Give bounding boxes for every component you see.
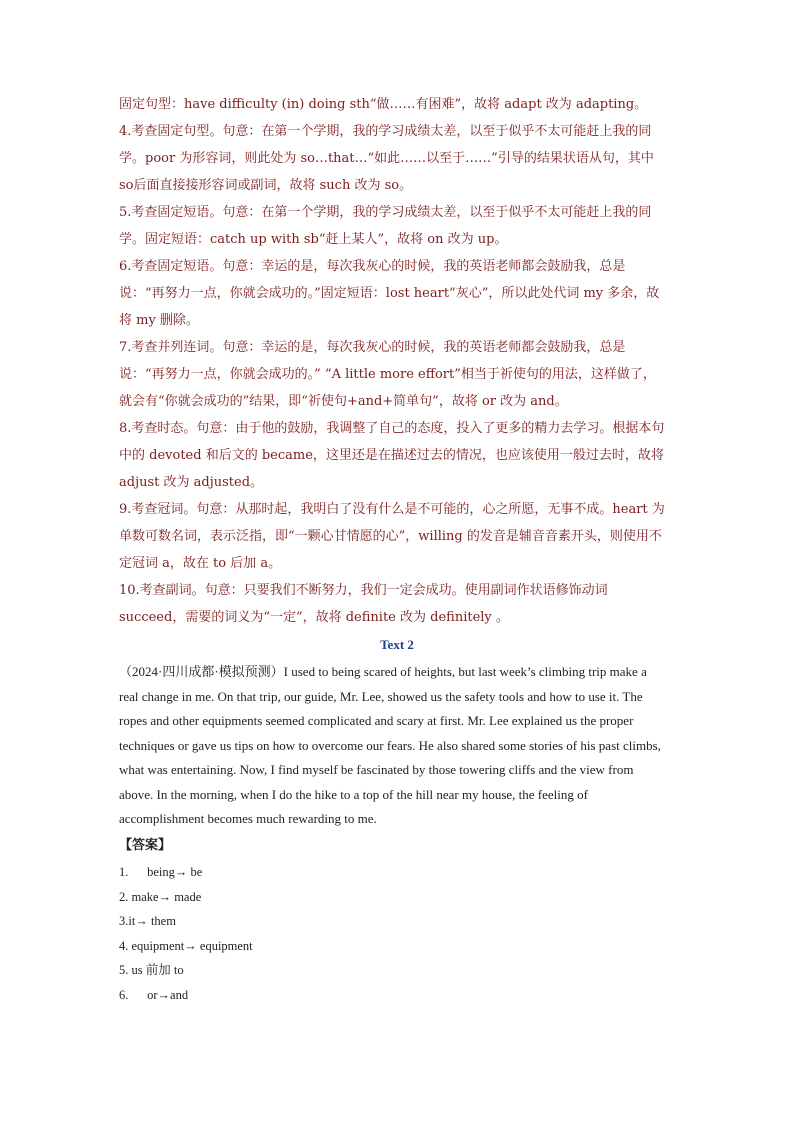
- answer-item-2: 2. make→ made: [119, 889, 202, 904]
- explanation-block: [119, 91, 667, 631]
- explanation-7: 7.考查并列连词。句意：幸运的是，每次我灰心的时候，我的英语老师都会鼓励我，总是说：“再努力一点，你就会成功的。” “A little more effort”相当于祈使句的用法，这样做了，就会有“你就会成功的”结果，即“祈使句+and+简单句”，故将 or 改为 and。: [119, 340, 656, 409]
- answer-item-5: 5. us 前加 to: [119, 963, 184, 978]
- section-title: Text 2: [380, 637, 414, 652]
- answer-item-4: 4. equipment→ equipment: [119, 938, 253, 953]
- explanation-6: 6.考查固定短语。句意：幸运的是，每次我灰心的时候，我的英语老师都会鼓励我，总是说：“再努力一点，你就会成功的。”固定短语：lost heart“灰心”，所以此处代词 my 多余，故将 my 删除。: [119, 259, 660, 328]
- answer-item-1: 1. being→ be: [119, 865, 203, 879]
- explanation-9: 9.考查冠词。句意：从那时起，我明白了没有什么是不可能的，心之所愿，无事不成。heart 为单数可数名词，表示泛指，即“一颗心甘情愿的心”，willing 的发音是辅音音素开头，则使用不定冠词 a，故在 to 后加 a。: [119, 502, 665, 571]
- answer-list: [119, 860, 253, 1008]
- passage-text: （2024·四川成都·模拟预测）I used to being scared of heights, but last week’s climbing trip make a real change in me. On that trip, our guide, Mr. Lee, showed us the safety tools and how to use it. The ropes and other equipments seemed complicated and scary at first. Mr. Lee explained us the proper techniques or gave us tips on how to overcome our fears. He also shared some stories of his past climbs, what was entertaining. Now, I find myself be fascinated by those towering cliffs and the view from above. In the morning, when I do the hike to a top of the hill near my house, the feeling of accomplishment becomes much rewarding to me.: [119, 664, 661, 826]
- explanation-10: 10.考查副词。句意：只要我们不断努力，我们一定会成功。使用副词作状语修饰动词 succeed，需要的词义为“一定”，故将 definite 改为 definitely 。: [119, 583, 608, 625]
- answer-item-3: 3.it→ them: [119, 914, 176, 929]
- explanation-8: 8.考查时态。句意：由于他的鼓励，我调整了自己的态度，投入了更多的精力去学习。根据本句中的 devoted 和后文的 became，这里还是在描述过去的情况，也应该使用一般过去时，故将 adjust 改为 adjusted。: [119, 421, 665, 490]
- explanation-3-end: 固定句型：have difficulty (in) doing sth“做……有困难”，故将 adapt 改为 adapting。: [119, 97, 648, 112]
- answer-item-6: 6. or→and: [119, 987, 189, 1002]
- explanation-5: 5.考查固定短语。句意：在第一个学期，我的学习成绩太差，以至于似乎不太可能赶上我的同学。固定短语：catch up with sb“赶上某人”，故将 on 改为 up。: [119, 205, 652, 247]
- answer-heading: 【答案】: [119, 838, 172, 853]
- explanation-4: 4.考查固定句型。句意：在第一个学期，我的学习成绩太差，以至于似乎不太可能赶上我的同学。poor 为形容词，则此处为 so…that…“如此……以至于……”引导的结果状语从句，其中 so后面直接接形容词或副词，故将 such 改为 so。: [119, 124, 654, 193]
